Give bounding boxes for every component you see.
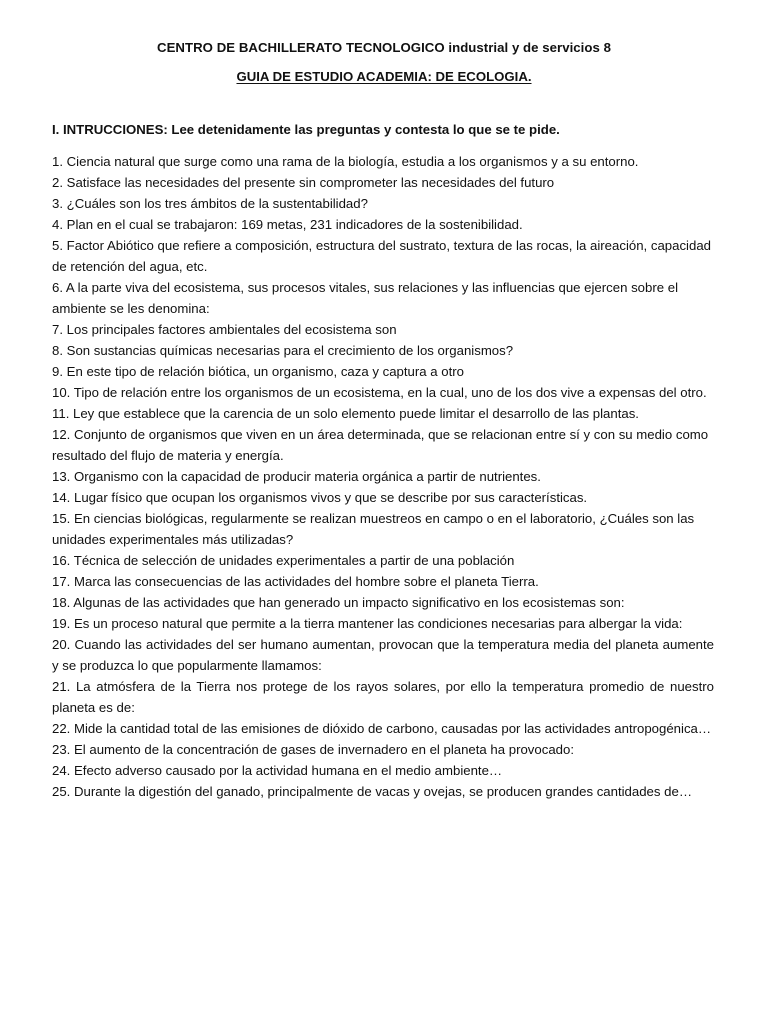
subtitle-text: GUIA DE ESTUDIO ACADEMIA: DE ECOLOGIA.: [236, 69, 532, 84]
question-item: 1. Ciencia natural que surge como una rama de la biología, estudia a los organismos y a su entorno.: [52, 154, 639, 169]
question-item: 18. Algunas de las actividades que han generado un impacto significativo en los ecosistemas son:: [52, 595, 625, 610]
question-item: 2. Satisface las necesidades del presente sin comprometer las necesidades del futuro: [52, 175, 555, 190]
question-item: 20. Cuando las actividades del ser humano aumentan, provocan que la temperatura media del planeta aumente y se produzca lo que popularmente llamamos:: [52, 637, 714, 673]
question-item: 25. Durante la digestión del ganado, principalmente de vacas y ovejas, se producen grandes cantidades de…: [52, 784, 693, 799]
question-item: 6. A la parte viva del ecosistema, sus procesos vitales, sus relaciones y las influencias que ejercen sobre el ambiente se les denomina:: [52, 280, 678, 316]
question-item: 17. Marca las consecuencias de las actividades del hombre sobre el planeta Tierra.: [52, 574, 539, 589]
question-item: 24. Efecto adverso causado por la actividad humana en el medio ambiente…: [52, 763, 503, 778]
document-subtitle: [0, 69, 768, 84]
question-item: 23. El aumento de la concentración de gases de invernadero en el planeta ha provocado:: [52, 742, 575, 757]
question-item: 13. Organismo con la capacidad de producir materia orgánica a partir de nutrientes.: [52, 469, 541, 484]
question-item: 9. En este tipo de relación biótica, un organismo, caza y captura a otro: [52, 364, 464, 379]
question-item: 19. Es un proceso natural que permite a la tierra mantener las condiciones necesarias para albergar la vida:: [52, 616, 683, 631]
question-item: 14. Lugar físico que ocupan los organismos vivos y que se describe por sus características.: [52, 490, 588, 505]
question-item: 22. Mide la cantidad total de las emisiones de dióxido de carbono, causadas por las actividades antropogénica…: [52, 721, 712, 736]
question-item: 11. Ley que establece que la carencia de un solo elemento puede limitar el desarrollo de las plantas.: [52, 406, 639, 421]
question-item: 10. Tipo de relación entre los organismos de un ecosistema, en la cual, uno de los dos vive a expensas del otro.: [52, 385, 707, 400]
question-item: 7. Los principales factores ambientales del ecosistema son: [52, 322, 397, 337]
question-item: 15. En ciencias biológicas, regularmente se realizan muestreos en campo o en el laboratorio, ¿Cuáles son las unidades experimentales más utilizadas?: [52, 511, 695, 547]
question-item: 12. Conjunto de organismos que viven en un área determinada, que se relacionan entre sí y con su medio como resultado del flujo de materia y energía.: [52, 427, 709, 463]
question-item: 8. Son sustancias químicas necesarias para el crecimiento de los organismos?: [52, 343, 514, 358]
question-item: 16. Técnica de selección de unidades experimentales a partir de una población: [52, 553, 515, 568]
question-item: 5. Factor Abiótico que refiere a composición, estructura del sustrato, textura de las rocas, la aireación, capacidad de retención del agua, etc.: [52, 238, 711, 274]
document-title: CENTRO DE BACHILLERATO TECNOLOGICO industrial y de servicios 8: [157, 40, 611, 55]
instructions-heading: I. INTRUCCIONES: Lee detenidamente las preguntas y contesta lo que se te pide.: [52, 122, 560, 137]
question-item: 3. ¿Cuáles son los tres ámbitos de la sustentabilidad?: [52, 196, 368, 211]
question-list: [52, 151, 714, 802]
question-item: 4. Plan en el cual se trabajaron: 169 metas, 231 indicadores de la sostenibilidad.: [52, 217, 523, 232]
question-item: 21. La atmósfera de la Tierra nos protege de los rayos solares, por ello la temperatura promedio de nuestro planeta es de:: [52, 679, 714, 715]
